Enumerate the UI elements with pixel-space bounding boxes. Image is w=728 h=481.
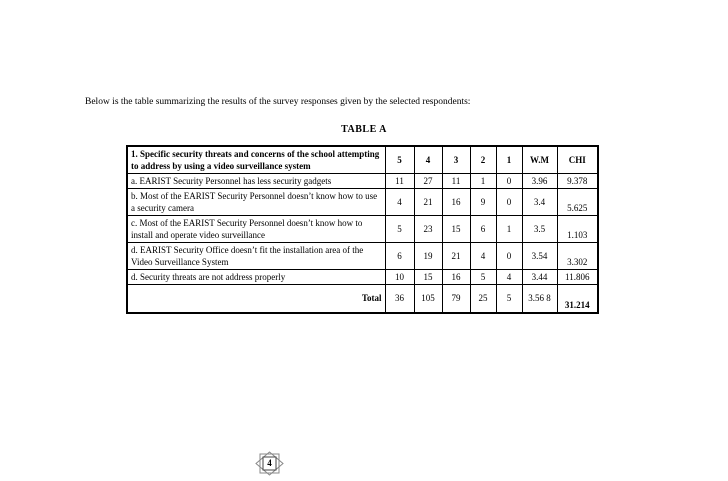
cell-1: 0 <box>496 189 522 216</box>
total-wm: 3.56 8 <box>522 285 557 313</box>
cell-wm: 3.44 <box>522 270 557 285</box>
cell-chi: 1.103 <box>557 216 598 243</box>
cell-wm: 3.4 <box>522 189 557 216</box>
total-chi: 31.214 <box>557 285 598 313</box>
header-col-4: 4 <box>414 146 442 174</box>
row-item: c. Most of the EARIST Security Personnel doesn’t know how to install and operate video surveillance <box>127 216 385 243</box>
cell-5: 11 <box>385 174 414 189</box>
cell-4: 19 <box>414 243 442 270</box>
table-header-row <box>127 146 598 174</box>
cell-3: 16 <box>442 189 470 216</box>
table-row <box>127 216 598 243</box>
total-2: 25 <box>470 285 496 313</box>
total-3: 79 <box>442 285 470 313</box>
cell-wm: 3.5 <box>522 216 557 243</box>
row-item: b. Most of the EARIST Security Personnel doesn’t know how to use a security camera <box>127 189 385 216</box>
row-item: a. EARIST Security Personnel has less security gadgets <box>127 174 385 189</box>
table-row <box>127 174 598 189</box>
header-col-1: 1 <box>496 146 522 174</box>
cell-2: 9 <box>470 189 496 216</box>
cell-3: 21 <box>442 243 470 270</box>
table-row <box>127 189 598 216</box>
cell-4: 15 <box>414 270 442 285</box>
cell-2: 4 <box>470 243 496 270</box>
cell-1: 1 <box>496 216 522 243</box>
header-col-5: 5 <box>385 146 414 174</box>
cell-1: 0 <box>496 174 522 189</box>
table-row <box>127 243 598 270</box>
cell-chi: 5.625 <box>557 189 598 216</box>
total-4: 105 <box>414 285 442 313</box>
cell-chi: 11.806 <box>557 270 598 285</box>
total-label: Total <box>127 285 385 313</box>
header-col-wm: W.M <box>522 146 557 174</box>
cell-3: 11 <box>442 174 470 189</box>
cell-chi: 9.378 <box>557 174 598 189</box>
table-row <box>127 270 598 285</box>
cell-3: 16 <box>442 270 470 285</box>
table-caption: TABLE A <box>341 124 387 135</box>
header-col-3: 3 <box>442 146 470 174</box>
cell-wm: 3.96 <box>522 174 557 189</box>
cell-1: 4 <box>496 270 522 285</box>
row-item: d. EARIST Security Office doesn’t fit the installation area of the Video Surveillance System <box>127 243 385 270</box>
cell-chi: 3.302 <box>557 243 598 270</box>
cell-5: 10 <box>385 270 414 285</box>
header-question: 1. Specific security threats and concerns of the school attempting to address by using a video surveillance system <box>127 146 385 174</box>
cell-5: 5 <box>385 216 414 243</box>
page-number-frame <box>255 451 284 476</box>
cell-5: 6 <box>385 243 414 270</box>
header-col-2: 2 <box>470 146 496 174</box>
cell-wm: 3.54 <box>522 243 557 270</box>
intro-paragraph: Below is the table summarizing the results of the survey responses given by the selected respondents: <box>85 97 471 107</box>
cell-2: 1 <box>470 174 496 189</box>
table-total-row <box>127 285 598 313</box>
cell-2: 6 <box>470 216 496 243</box>
total-5: 36 <box>385 285 414 313</box>
cell-4: 27 <box>414 174 442 189</box>
total-1: 5 <box>496 285 522 313</box>
header-col-chi: CHI <box>557 146 598 174</box>
cell-3: 15 <box>442 216 470 243</box>
cell-5: 4 <box>385 189 414 216</box>
cell-4: 21 <box>414 189 442 216</box>
survey-results-table <box>126 145 599 314</box>
page-number: 4 <box>267 458 272 468</box>
cell-4: 23 <box>414 216 442 243</box>
cell-2: 5 <box>470 270 496 285</box>
cell-1: 0 <box>496 243 522 270</box>
row-item: d. Security threats are not address properly <box>127 270 385 285</box>
